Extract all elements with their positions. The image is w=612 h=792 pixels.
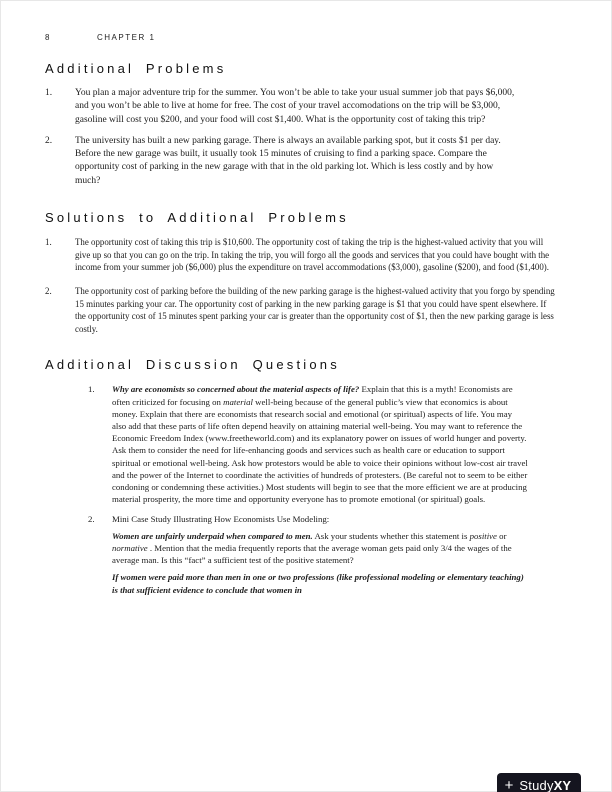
discussion-questions-list: [88, 383, 564, 596]
body-text: Ask your students whether this statement is: [314, 530, 470, 541]
plus-icon: +: [504, 776, 514, 792]
body-text: Explain that this is a myth! Economists are often criticized for focusing on: [112, 384, 513, 407]
body-text: or: [499, 530, 507, 541]
item-number: 2.: [45, 135, 53, 146]
item-text: The opportunity cost of taking this trip is $10,600. The opportunity cost of taking the trip is the highest-valued activity that you will give up so that you can go on the trip. In taking the trip, you will forgo all the goods and services that you could have bought with the income from your summer job ($6,000) plus the expenditure on travel accommodations ($3,000), gasoline ($200), and food ($1,400).: [75, 237, 550, 273]
page-number: 8: [45, 33, 51, 42]
item-text: [112, 383, 528, 505]
brand-name-xy: XY: [553, 777, 571, 792]
section-title-discussion-questions: Additional Discussion Questions: [45, 357, 340, 373]
studyxy-logo: [497, 773, 581, 792]
italic-word: positive: [469, 530, 497, 541]
italic-word: normative: [112, 542, 148, 553]
solutions-list: [45, 236, 564, 335]
item-text: [112, 513, 528, 596]
item-number: 2.: [88, 513, 95, 524]
bold-italic-lead: Why are economists so concerned about the material aspects of life?: [112, 384, 360, 395]
additional-problems-list: [45, 87, 564, 188]
case-study-intro: Mini Case Study Illustrating How Economists Use Modeling:: [112, 513, 330, 524]
item-number: 2.: [45, 286, 52, 297]
chapter-label: CHAPTER 1: [97, 33, 156, 42]
section-title-additional-problems: Additional Problems: [45, 61, 227, 76]
discussion-item-2: [88, 513, 528, 596]
body-text: . Mention that the media frequently reports that the average woman gets paid only 3/4 the wages of the average man. Is this “fact” a sufficient test of the positive statement?: [112, 542, 512, 566]
bold-italic-lead: Women are unfairly underpaid when compared to men.: [112, 530, 313, 541]
section-title-solutions: Solutions to Additional Problems: [45, 210, 349, 226]
discussion-item-1: [88, 383, 528, 505]
item-text: The opportunity cost of parking before the building of the new parking garage is the highest-valued activity that you forgo by spending 15 minutes parking your car. The opportunity cost of parking in the new parking garage is $1 that you could have spent elsewhere. If the opportunity cost of 15 minutes spent parking your car is greater than the opportunity cost of $1, then the new parking garage is less costly.: [75, 286, 555, 334]
page-header: [45, 33, 564, 42]
item-text: You plan a major adventure trip for the summer. You won’t be able to take your usual summer job that pays $6,000, and you won’t be able to live at home for free. The cost of your travel accomodations on the trip will be $3,000, gasoline will cost you $200, and your food will cost $1,400. What is the opportunity cost of taking this trip?: [75, 88, 515, 125]
body-text: well-being because of the general public’s view that economics is about money. Explain that there are economists that research social and emotional (or spiritual) aspects of life. You may also add that these parts of life often depend heavily on attaining material well-being. You may want to reference the Economic Freedom Index (www.freetheworld.com) and its explanatory power on issues of world hunger and poverty. Ask them to consider the need for life-enhancing goods and services such as health care or education to support spiritual or emotional well-being. Ask how protestors would be able to voice their opinions without low-cost air travel and the power of the Internet to coordinate the activities of hundreds of protesters. (Be careful not to seem to be either condoning or condemning these activities.) Most students will begin to see that the more efficient we are at producing material prosperity, the more time and opportunity everyone has to promote emotional (or spiritual) goals.: [112, 396, 528, 505]
case-study-paragraph-1: [112, 530, 528, 567]
italic-word: material: [223, 396, 253, 407]
item-number: 1.: [45, 88, 53, 98]
case-study-paragraph-2: If women were paid more than men in one or two professions (like professional modeling or elementary teaching) is that sufficient evidence to conclude that women in: [112, 572, 524, 595]
item-number: 1.: [88, 384, 95, 395]
item-text: The university has built a new parking garage. There is always an available parking spot, but it costs $1 per day. Before the new garage was built, it usually took 15 minutes of cruising to find a parking space. Compare the opportunity cost of parking in the new garage with that in the old parking lot. Which is less costly and by how much?: [75, 135, 501, 186]
problem-item-2: [45, 135, 518, 188]
solution-item-1: [45, 236, 558, 273]
brand-name-study: Study: [519, 777, 554, 792]
solution-item-2: [45, 285, 558, 335]
item-number: 1.: [45, 237, 52, 248]
problem-item-1: [45, 87, 518, 127]
